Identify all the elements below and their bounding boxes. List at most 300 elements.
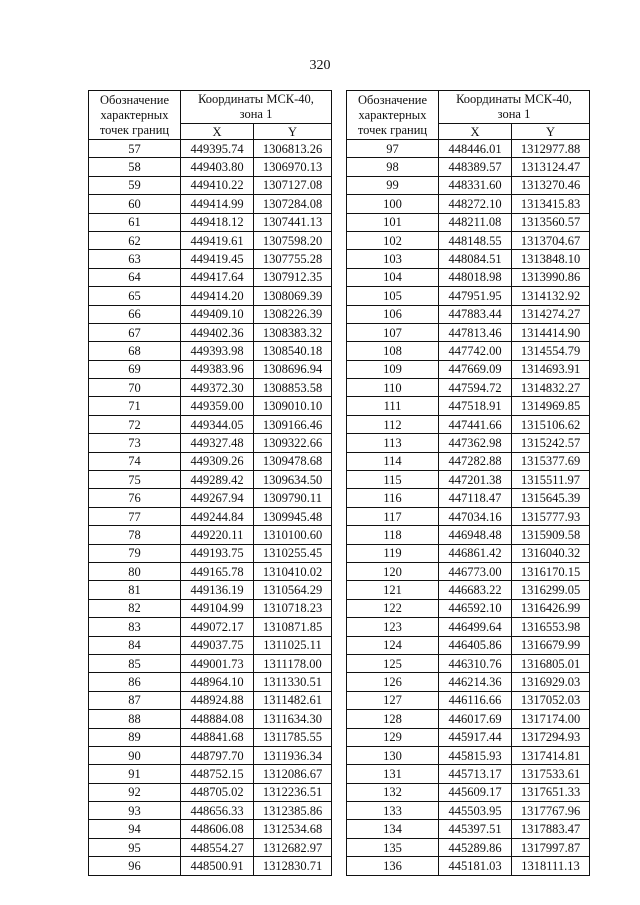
y-coordinate-cell: 1315377.69 xyxy=(512,452,590,470)
x-coordinate-cell: 449136.19 xyxy=(181,581,254,599)
y-coordinate-cell: 1310718.23 xyxy=(254,599,332,617)
point-number-cell: 69 xyxy=(89,360,181,378)
point-label-line: Обозначение xyxy=(357,92,428,107)
table-row xyxy=(347,397,590,415)
table-row xyxy=(89,562,332,580)
x-coordinate-cell: 449418.12 xyxy=(181,213,254,231)
point-label-line: точек границ xyxy=(357,122,428,137)
y-coordinate-cell: 1314554.79 xyxy=(512,342,590,360)
point-number-cell: 116 xyxy=(347,489,439,507)
point-number-cell: 128 xyxy=(347,710,439,728)
table-row xyxy=(347,857,590,875)
table-row xyxy=(347,471,590,489)
y-coordinate-cell: 1313990.86 xyxy=(512,268,590,286)
table-row xyxy=(347,195,590,213)
x-coordinate-cell: 445397.51 xyxy=(439,820,512,838)
x-coordinate-cell: 448554.27 xyxy=(181,838,254,856)
y-coordinate-cell: 1315106.62 xyxy=(512,415,590,433)
table-row xyxy=(347,581,590,599)
x-coordinate-cell: 447669.09 xyxy=(439,360,512,378)
point-label-line: характерных xyxy=(100,107,169,122)
y-coordinate-cell: 1309790.11 xyxy=(254,489,332,507)
y-coordinate-cell: 1314132.92 xyxy=(512,287,590,305)
table-row xyxy=(347,434,590,452)
y-coordinate-cell: 1313415.83 xyxy=(512,195,590,213)
table-row xyxy=(89,489,332,507)
y-coordinate-cell: 1316805.01 xyxy=(512,654,590,672)
point-number-cell: 72 xyxy=(89,415,181,433)
point-number-cell: 67 xyxy=(89,323,181,341)
table-row xyxy=(89,838,332,856)
point-number-cell: 97 xyxy=(347,140,439,158)
point-number-cell: 121 xyxy=(347,581,439,599)
table-row xyxy=(347,231,590,249)
table-row xyxy=(347,452,590,470)
y-coordinate-cell: 1311025.11 xyxy=(254,636,332,654)
point-number-cell: 117 xyxy=(347,507,439,525)
table-row xyxy=(347,710,590,728)
table-row xyxy=(89,140,332,158)
point-label-line: точек границ xyxy=(99,122,170,137)
x-coordinate-cell: 447282.88 xyxy=(439,452,512,470)
point-number-cell: 77 xyxy=(89,507,181,525)
x-coordinate-cell: 448964.10 xyxy=(181,673,254,691)
x-coordinate-cell: 449244.84 xyxy=(181,507,254,525)
y-coordinate-cell: 1315645.39 xyxy=(512,489,590,507)
table-row xyxy=(347,765,590,783)
x-coordinate-cell: 449220.11 xyxy=(181,526,254,544)
y-coordinate-cell: 1312830.71 xyxy=(254,857,332,875)
x-coordinate-cell: 447518.91 xyxy=(439,397,512,415)
point-number-cell: 115 xyxy=(347,471,439,489)
table-row xyxy=(89,728,332,746)
point-number-cell: 63 xyxy=(89,250,181,268)
table-row xyxy=(347,654,590,672)
table-row xyxy=(347,360,590,378)
table-row xyxy=(347,213,590,231)
y-coordinate-cell: 1307127.08 xyxy=(254,176,332,194)
y-coordinate-cell: 1316299.05 xyxy=(512,581,590,599)
x-coordinate-cell: 445503.95 xyxy=(439,802,512,820)
table-row xyxy=(89,691,332,709)
x-coordinate-cell: 449383.96 xyxy=(181,360,254,378)
y-coordinate-cell: 1308383.32 xyxy=(254,323,332,341)
y-coordinate-cell: 1318111.13 xyxy=(512,857,590,875)
table-row xyxy=(347,838,590,856)
point-number-cell: 106 xyxy=(347,305,439,323)
y-coordinate-cell: 1316426.99 xyxy=(512,599,590,617)
x-coordinate-cell: 447742.00 xyxy=(439,342,512,360)
table-row xyxy=(347,250,590,268)
x-coordinate-cell: 449414.20 xyxy=(181,287,254,305)
point-number-cell: 129 xyxy=(347,728,439,746)
point-number-cell: 113 xyxy=(347,434,439,452)
table-row xyxy=(347,820,590,838)
point-number-cell: 125 xyxy=(347,654,439,672)
point-number-cell: 86 xyxy=(89,673,181,691)
x-coordinate-cell: 448752.15 xyxy=(181,765,254,783)
x-coordinate-cell: 448272.10 xyxy=(439,195,512,213)
point-number-cell: 127 xyxy=(347,691,439,709)
y-coordinate-cell: 1317883.47 xyxy=(512,820,590,838)
y-coordinate-cell: 1309945.48 xyxy=(254,507,332,525)
point-number-cell: 79 xyxy=(89,544,181,562)
x-coordinate-cell: 446773.00 xyxy=(439,562,512,580)
table-row xyxy=(347,507,590,525)
table-row xyxy=(347,544,590,562)
table-row xyxy=(347,176,590,194)
table-row xyxy=(89,452,332,470)
x-coordinate-cell: 449395.74 xyxy=(181,140,254,158)
y-coordinate-cell: 1311634.30 xyxy=(254,710,332,728)
point-number-cell: 134 xyxy=(347,820,439,838)
x-coordinate-cell: 447813.46 xyxy=(439,323,512,341)
point-number-cell: 107 xyxy=(347,323,439,341)
x-coordinate-cell: 448656.33 xyxy=(181,802,254,820)
table-row xyxy=(347,636,590,654)
table-row xyxy=(89,581,332,599)
point-number-cell: 66 xyxy=(89,305,181,323)
point-number-cell: 104 xyxy=(347,268,439,286)
point-number-cell: 122 xyxy=(347,599,439,617)
x-coordinate-cell: 449037.75 xyxy=(181,636,254,654)
x-coordinate-cell: 449402.36 xyxy=(181,323,254,341)
table-row xyxy=(347,783,590,801)
point-number-cell: 85 xyxy=(89,654,181,672)
point-number-cell: 74 xyxy=(89,452,181,470)
y-coordinate-cell: 1316553.98 xyxy=(512,618,590,636)
y-coordinate-cell: 1314832.27 xyxy=(512,379,590,397)
x-coordinate-cell: 448389.57 xyxy=(439,158,512,176)
point-number-cell: 61 xyxy=(89,213,181,231)
y-coordinate-cell: 1309478.68 xyxy=(254,452,332,470)
x-coordinate-cell: 447594.72 xyxy=(439,379,512,397)
table-row xyxy=(347,305,590,323)
x-coordinate-cell: 447883.44 xyxy=(439,305,512,323)
y-coordinate-cell: 1310255.45 xyxy=(254,544,332,562)
table-row xyxy=(89,305,332,323)
point-number-cell: 73 xyxy=(89,434,181,452)
y-coordinate-cell: 1315909.58 xyxy=(512,526,590,544)
table-row xyxy=(89,231,332,249)
y-coordinate-cell: 1317052.03 xyxy=(512,691,590,709)
y-coordinate-cell: 1317533.61 xyxy=(512,765,590,783)
y-coordinate-cell: 1317174.00 xyxy=(512,710,590,728)
y-coordinate-cell: 1309634.50 xyxy=(254,471,332,489)
table-row xyxy=(89,250,332,268)
table-row xyxy=(89,857,332,875)
x-coordinate-cell: 445181.03 xyxy=(439,857,512,875)
table-row xyxy=(347,673,590,691)
x-coordinate-cell: 449327.48 xyxy=(181,434,254,452)
y-coordinate-cell: 1310871.85 xyxy=(254,618,332,636)
point-number-cell: 94 xyxy=(89,820,181,838)
x-coordinate-cell: 446214.36 xyxy=(439,673,512,691)
table-row xyxy=(89,268,332,286)
point-number-cell: 112 xyxy=(347,415,439,433)
table-row xyxy=(89,636,332,654)
point-label-header xyxy=(347,91,439,140)
x-coordinate-cell: 448606.08 xyxy=(181,820,254,838)
coords-title-line: Координаты МСК-40, xyxy=(456,92,572,106)
y-coordinate-cell: 1317767.96 xyxy=(512,802,590,820)
point-number-cell: 91 xyxy=(89,765,181,783)
y-coordinate-cell: 1317651.33 xyxy=(512,783,590,801)
table-row xyxy=(347,526,590,544)
x-coordinate-cell: 446592.10 xyxy=(439,599,512,617)
x-coordinate-cell: 448924.88 xyxy=(181,691,254,709)
point-number-cell: 101 xyxy=(347,213,439,231)
coords-title-line: Координаты МСК-40, xyxy=(198,92,314,106)
table-row xyxy=(347,287,590,305)
point-number-cell: 88 xyxy=(89,710,181,728)
table-row xyxy=(89,195,332,213)
point-number-cell: 98 xyxy=(347,158,439,176)
table-row xyxy=(89,471,332,489)
table-row xyxy=(89,654,332,672)
coords-title-line: зона 1 xyxy=(497,107,531,121)
x-coordinate-cell: 449393.98 xyxy=(181,342,254,360)
point-number-cell: 60 xyxy=(89,195,181,213)
point-number-cell: 62 xyxy=(89,231,181,249)
point-number-cell: 126 xyxy=(347,673,439,691)
table-row xyxy=(89,526,332,544)
y-coordinate-cell: 1313560.57 xyxy=(512,213,590,231)
table-row xyxy=(89,434,332,452)
y-coordinate-cell: 1313848.10 xyxy=(512,250,590,268)
point-number-cell: 82 xyxy=(89,599,181,617)
point-number-cell: 111 xyxy=(347,397,439,415)
x-coordinate-cell: 445289.86 xyxy=(439,838,512,856)
y-coordinate-cell: 1313270.46 xyxy=(512,176,590,194)
x-coordinate-cell: 445609.17 xyxy=(439,783,512,801)
point-number-cell: 135 xyxy=(347,838,439,856)
y-coordinate-cell: 1310564.29 xyxy=(254,581,332,599)
x-coordinate-cell: 447441.66 xyxy=(439,415,512,433)
table-row xyxy=(89,544,332,562)
x-coordinate-cell: 449417.64 xyxy=(181,268,254,286)
point-number-cell: 76 xyxy=(89,489,181,507)
point-number-cell: 78 xyxy=(89,526,181,544)
x-coordinate-cell: 449419.61 xyxy=(181,231,254,249)
y-coordinate-cell: 1308853.58 xyxy=(254,379,332,397)
y-coordinate-cell: 1312086.67 xyxy=(254,765,332,783)
y-coordinate-cell: 1316679.99 xyxy=(512,636,590,654)
y-coordinate-cell: 1311936.34 xyxy=(254,746,332,764)
table-row xyxy=(89,176,332,194)
y-coordinate-cell: 1308696.94 xyxy=(254,360,332,378)
x-coordinate-cell: 446405.86 xyxy=(439,636,512,654)
x-coordinate-cell: 448500.91 xyxy=(181,857,254,875)
point-number-cell: 65 xyxy=(89,287,181,305)
point-number-cell: 84 xyxy=(89,636,181,654)
y-coordinate-cell: 1310410.02 xyxy=(254,562,332,580)
y-coordinate-cell: 1307441.13 xyxy=(254,213,332,231)
table-row xyxy=(89,618,332,636)
point-number-cell: 92 xyxy=(89,783,181,801)
table-row xyxy=(347,599,590,617)
table-row xyxy=(347,728,590,746)
y-coordinate-cell: 1309010.10 xyxy=(254,397,332,415)
coords-title-line: зона 1 xyxy=(239,107,273,121)
point-number-cell: 136 xyxy=(347,857,439,875)
table-row xyxy=(347,489,590,507)
x-coordinate-cell: 449104.99 xyxy=(181,599,254,617)
table-row xyxy=(347,140,590,158)
x-coordinate-cell: 445713.17 xyxy=(439,765,512,783)
point-number-cell: 133 xyxy=(347,802,439,820)
table-row xyxy=(89,323,332,341)
table-row xyxy=(347,342,590,360)
y-coordinate-cell: 1316929.03 xyxy=(512,673,590,691)
x-coordinate-cell: 446310.76 xyxy=(439,654,512,672)
table-row xyxy=(89,673,332,691)
table-row xyxy=(347,379,590,397)
x-coordinate-cell: 446861.42 xyxy=(439,544,512,562)
y-coordinate-cell: 1317294.93 xyxy=(512,728,590,746)
y-coordinate-cell: 1312977.88 xyxy=(512,140,590,158)
x-coordinate-cell: 449419.45 xyxy=(181,250,254,268)
point-number-cell: 114 xyxy=(347,452,439,470)
x-coordinate-cell: 448148.55 xyxy=(439,231,512,249)
x-coordinate-cell: 448446.01 xyxy=(439,140,512,158)
table-row xyxy=(89,287,332,305)
point-number-cell: 58 xyxy=(89,158,181,176)
table-row xyxy=(347,323,590,341)
y-coordinate-cell: 1314414.90 xyxy=(512,323,590,341)
y-coordinate-cell: 1313124.47 xyxy=(512,158,590,176)
point-number-cell: 87 xyxy=(89,691,181,709)
point-number-cell: 109 xyxy=(347,360,439,378)
point-number-cell: 57 xyxy=(89,140,181,158)
point-number-cell: 108 xyxy=(347,342,439,360)
x-coordinate-cell: 448331.60 xyxy=(439,176,512,194)
y-coordinate-cell: 1307284.08 xyxy=(254,195,332,213)
table-row xyxy=(347,618,590,636)
x-coordinate-cell: 449309.26 xyxy=(181,452,254,470)
table-row xyxy=(347,691,590,709)
table-row xyxy=(89,342,332,360)
point-number-cell: 90 xyxy=(89,746,181,764)
y-coordinate-cell: 1314693.91 xyxy=(512,360,590,378)
x-coordinate-cell: 447118.47 xyxy=(439,489,512,507)
x-coordinate-cell: 446683.22 xyxy=(439,581,512,599)
table-body xyxy=(347,140,590,876)
x-coordinate-cell: 448797.70 xyxy=(181,746,254,764)
x-coordinate-cell: 445815.93 xyxy=(439,746,512,764)
point-number-cell: 102 xyxy=(347,231,439,249)
x-coordinate-cell: 448018.98 xyxy=(439,268,512,286)
point-number-cell: 100 xyxy=(347,195,439,213)
y-column-header: Y xyxy=(254,124,332,140)
table-row xyxy=(347,562,590,580)
point-number-cell: 70 xyxy=(89,379,181,397)
y-coordinate-cell: 1316040.32 xyxy=(512,544,590,562)
point-number-cell: 83 xyxy=(89,618,181,636)
point-number-cell: 71 xyxy=(89,397,181,415)
x-coordinate-cell: 449072.17 xyxy=(181,618,254,636)
point-number-cell: 105 xyxy=(347,287,439,305)
x-coordinate-cell: 448884.08 xyxy=(181,710,254,728)
point-number-cell: 110 xyxy=(347,379,439,397)
y-coordinate-cell: 1315777.93 xyxy=(512,507,590,525)
table-row xyxy=(89,820,332,838)
table-row xyxy=(89,360,332,378)
point-number-cell: 59 xyxy=(89,176,181,194)
point-label-header xyxy=(89,91,181,140)
y-coordinate-cell: 1307912.35 xyxy=(254,268,332,286)
y-coordinate-cell: 1308226.39 xyxy=(254,305,332,323)
table-row xyxy=(347,802,590,820)
x-coordinate-cell: 446017.69 xyxy=(439,710,512,728)
point-number-cell: 131 xyxy=(347,765,439,783)
point-number-cell: 130 xyxy=(347,746,439,764)
point-number-cell: 95 xyxy=(89,838,181,856)
point-number-cell: 118 xyxy=(347,526,439,544)
point-number-cell: 119 xyxy=(347,544,439,562)
y-coordinate-cell: 1311330.51 xyxy=(254,673,332,691)
y-coordinate-cell: 1312534.68 xyxy=(254,820,332,838)
y-coordinate-cell: 1312236.51 xyxy=(254,783,332,801)
table-row xyxy=(89,783,332,801)
y-coordinate-cell: 1315511.97 xyxy=(512,471,590,489)
y-coordinate-cell: 1309322.66 xyxy=(254,434,332,452)
x-coordinate-cell: 449359.00 xyxy=(181,397,254,415)
y-coordinate-cell: 1309166.46 xyxy=(254,415,332,433)
x-coordinate-cell: 447201.38 xyxy=(439,471,512,489)
table-row xyxy=(89,765,332,783)
y-coordinate-cell: 1314274.27 xyxy=(512,305,590,323)
y-coordinate-cell: 1308069.39 xyxy=(254,287,332,305)
y-coordinate-cell: 1311482.61 xyxy=(254,691,332,709)
point-number-cell: 64 xyxy=(89,268,181,286)
y-coordinate-cell: 1310100.60 xyxy=(254,526,332,544)
table-row xyxy=(347,158,590,176)
coords-title-header xyxy=(181,91,332,124)
point-number-cell: 103 xyxy=(347,250,439,268)
x-coordinate-cell: 449289.42 xyxy=(181,471,254,489)
x-coordinate-cell: 449410.22 xyxy=(181,176,254,194)
x-coordinate-cell: 447034.16 xyxy=(439,507,512,525)
x-coordinate-cell: 449372.30 xyxy=(181,379,254,397)
x-coordinate-cell: 449403.80 xyxy=(181,158,254,176)
y-coordinate-cell: 1317414.81 xyxy=(512,746,590,764)
y-coordinate-cell: 1306970.13 xyxy=(254,158,332,176)
table-row xyxy=(347,415,590,433)
x-column-header: X xyxy=(439,124,512,140)
y-coordinate-cell: 1312385.86 xyxy=(254,802,332,820)
point-number-cell: 123 xyxy=(347,618,439,636)
y-coordinate-cell: 1307598.20 xyxy=(254,231,332,249)
x-coordinate-cell: 449344.05 xyxy=(181,415,254,433)
y-column-header: Y xyxy=(512,124,590,140)
table-row xyxy=(89,379,332,397)
y-coordinate-cell: 1311785.55 xyxy=(254,728,332,746)
coordinates-table-right xyxy=(346,90,590,876)
x-coordinate-cell: 446948.48 xyxy=(439,526,512,544)
x-coordinate-cell: 448705.02 xyxy=(181,783,254,801)
x-coordinate-cell: 449193.75 xyxy=(181,544,254,562)
y-coordinate-cell: 1306813.26 xyxy=(254,140,332,158)
table-row xyxy=(347,746,590,764)
table-row xyxy=(89,397,332,415)
point-number-cell: 124 xyxy=(347,636,439,654)
x-coordinate-cell: 448084.51 xyxy=(439,250,512,268)
table-row xyxy=(89,802,332,820)
coords-title-header xyxy=(439,91,590,124)
point-number-cell: 68 xyxy=(89,342,181,360)
x-coordinate-cell: 448211.08 xyxy=(439,213,512,231)
